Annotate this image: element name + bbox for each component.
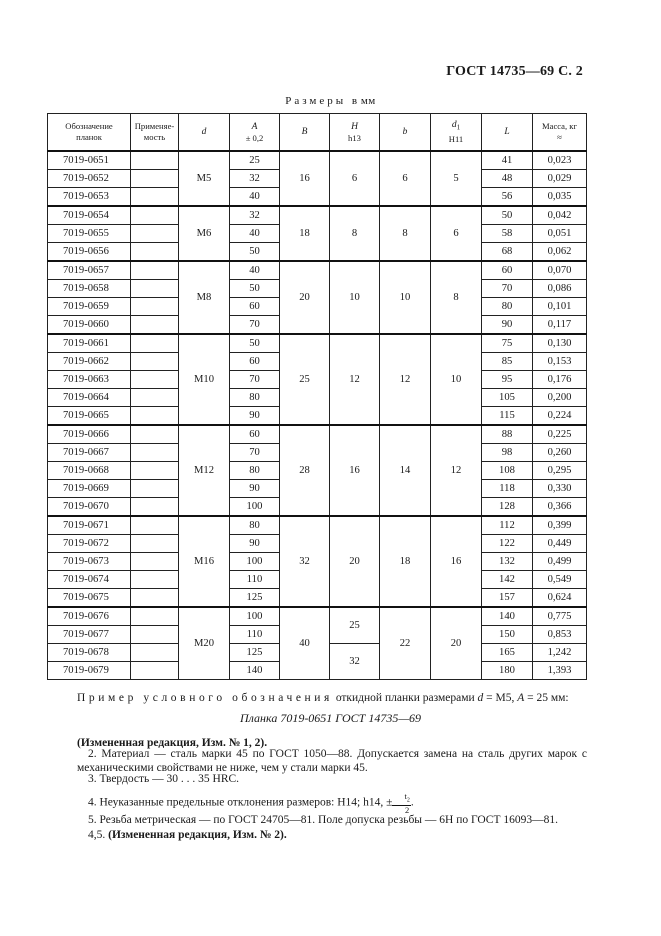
table-header-row (48, 114, 587, 152)
cell-application (131, 243, 179, 262)
cell-l: 41 (482, 151, 533, 170)
cell-application (131, 371, 179, 389)
cell-designation: 7019-0659 (48, 298, 131, 316)
cell-designation: 7019-0662 (48, 353, 131, 371)
cell-a: 80 (230, 516, 280, 535)
cell-d1: 8 (431, 261, 482, 334)
cell-designation: 7019-0664 (48, 389, 131, 407)
cell-a: 25 (230, 151, 280, 170)
cell-a: 125 (230, 644, 280, 662)
cell-mass: 0,624 (533, 589, 587, 608)
cell-l: 56 (482, 188, 533, 207)
cell-a: 100 (230, 553, 280, 571)
cell-b-cap: 20 (280, 261, 330, 334)
cell-mass: 0,549 (533, 571, 587, 589)
cell-b-cap: 18 (280, 206, 330, 261)
table-row (48, 261, 587, 280)
cell-designation: 7019-0677 (48, 626, 131, 644)
cell-mass: 0,042 (533, 206, 587, 225)
cell-l: 142 (482, 571, 533, 589)
cell-b: 10 (380, 261, 431, 334)
cell-designation: 7019-0678 (48, 644, 131, 662)
cell-mass: 0,101 (533, 298, 587, 316)
table-row (48, 516, 587, 535)
cell-application (131, 462, 179, 480)
cell-application (131, 626, 179, 644)
cell-designation: 7019-0653 (48, 188, 131, 207)
cell-a: 140 (230, 662, 280, 680)
cell-d: M5 (179, 151, 230, 206)
col-d: d (179, 114, 230, 152)
cell-designation: 7019-0655 (48, 225, 131, 243)
cell-b: 12 (380, 334, 431, 425)
cell-mass: 0,853 (533, 626, 587, 644)
cell-application (131, 261, 179, 280)
cell-application (131, 170, 179, 188)
table-row (48, 334, 587, 353)
col-b-cap: B (280, 114, 330, 152)
cell-l: 115 (482, 407, 533, 426)
cell-designation: 7019-0658 (48, 280, 131, 298)
cell-a: 70 (230, 444, 280, 462)
cell-d1: 16 (431, 516, 482, 607)
note-hardness: 3. Твердость — 30 . . . 35 HRC. (88, 773, 240, 785)
example-line: Пример условного обозначения откидной планки размерами d = M5, A = 25 мм: (77, 692, 569, 704)
cell-mass: 0,366 (533, 498, 587, 517)
cell-application (131, 516, 179, 535)
cell-designation: 7019-0657 (48, 261, 131, 280)
cell-h: 25 (330, 607, 380, 644)
cell-l: 75 (482, 334, 533, 353)
table-caption: Размеры в мм (285, 95, 376, 107)
cell-designation: 7019-0663 (48, 371, 131, 389)
col-l: L (482, 114, 533, 152)
cell-l: 60 (482, 261, 533, 280)
cell-mass: 1,393 (533, 662, 587, 680)
revision-note-2: 4,5. (Измененная редакция, Изм. № 2). (88, 829, 287, 841)
cell-mass: 0,029 (533, 170, 587, 188)
cell-l: 118 (482, 480, 533, 498)
cell-a: 32 (230, 206, 280, 225)
cell-b-cap: 16 (280, 151, 330, 206)
cell-l: 68 (482, 243, 533, 262)
cell-b: 22 (380, 607, 431, 680)
cell-application (131, 334, 179, 353)
cell-mass: 0,295 (533, 462, 587, 480)
cell-a: 125 (230, 589, 280, 608)
cell-application (131, 206, 179, 225)
cell-a: 80 (230, 389, 280, 407)
cell-mass: 0,176 (533, 371, 587, 389)
cell-application (131, 553, 179, 571)
cell-l: 157 (482, 589, 533, 608)
cell-h: 12 (330, 334, 380, 425)
cell-d1: 12 (431, 425, 482, 516)
cell-mass: 0,153 (533, 353, 587, 371)
cell-d: M12 (179, 425, 230, 516)
cell-a: 50 (230, 243, 280, 262)
cell-application (131, 571, 179, 589)
cell-mass: 0,499 (533, 553, 587, 571)
cell-designation: 7019-0669 (48, 480, 131, 498)
cell-designation: 7019-0651 (48, 151, 131, 170)
cell-h: 10 (330, 261, 380, 334)
cell-b: 8 (380, 206, 431, 261)
cell-a: 70 (230, 316, 280, 335)
cell-a: 90 (230, 535, 280, 553)
cell-b-cap: 40 (280, 607, 330, 680)
cell-l: 58 (482, 225, 533, 243)
cell-a: 60 (230, 353, 280, 371)
cell-h: 20 (330, 516, 380, 607)
cell-b-cap: 28 (280, 425, 330, 516)
cell-l: 165 (482, 644, 533, 662)
cell-h: 6 (330, 151, 380, 206)
cell-mass: 0,086 (533, 280, 587, 298)
cell-mass: 0,330 (533, 480, 587, 498)
cell-l: 132 (482, 553, 533, 571)
cell-a: 90 (230, 480, 280, 498)
cell-b-cap: 32 (280, 516, 330, 607)
cell-l: 50 (482, 206, 533, 225)
cell-a: 70 (230, 371, 280, 389)
cell-a: 60 (230, 298, 280, 316)
cell-l: 112 (482, 516, 533, 535)
cell-d: M16 (179, 516, 230, 607)
cell-application (131, 298, 179, 316)
example-designation: Планка 7019-0651 ГОСТ 14735—69 (240, 711, 421, 725)
note-material: 2. Материал — сталь марки 45 по ГОСТ 1050—88. Допускается замена на сталь других марок с механическими свойствами не ниже, чем у стали марки 45. (77, 748, 587, 774)
cell-mass: 0,224 (533, 407, 587, 426)
cell-a: 32 (230, 170, 280, 188)
cell-designation: 7019-0668 (48, 462, 131, 480)
cell-l: 128 (482, 498, 533, 517)
col-b: b (380, 114, 431, 152)
cell-mass: 0,399 (533, 516, 587, 535)
fraction: $\frac{t_2}{2}$ (392, 792, 410, 814)
cell-application (131, 644, 179, 662)
cell-designation: 7019-0665 (48, 407, 131, 426)
cell-a: 50 (230, 334, 280, 353)
note-tolerances: 4. Неуказанные предельные отклонения размеров: H14; h14, ± $\frac{t_2}{2}$ . (88, 791, 414, 815)
cell-mass: 0,051 (533, 225, 587, 243)
cell-l: 150 (482, 626, 533, 644)
col-d1: $d_1$ H11 (431, 114, 482, 152)
cell-b: 18 (380, 516, 431, 607)
cell-d: M8 (179, 261, 230, 334)
col-mass: Масса, кг ≈ (533, 114, 587, 152)
cell-l: 108 (482, 462, 533, 480)
cell-l: 140 (482, 607, 533, 626)
cell-mass: 1,242 (533, 644, 587, 662)
cell-l: 48 (482, 170, 533, 188)
cell-a: 110 (230, 626, 280, 644)
cell-a: 40 (230, 225, 280, 243)
cell-designation: 7019-0666 (48, 425, 131, 444)
cell-h: 32 (330, 644, 380, 680)
cell-d1: 10 (431, 334, 482, 425)
cell-d: M6 (179, 206, 230, 261)
table-row (48, 206, 587, 225)
cell-designation: 7019-0674 (48, 571, 131, 589)
cell-designation: 7019-0672 (48, 535, 131, 553)
cell-application (131, 389, 179, 407)
cell-application (131, 151, 179, 170)
cell-application (131, 444, 179, 462)
cell-d1: 5 (431, 151, 482, 206)
cell-d: M20 (179, 607, 230, 680)
cell-mass: 0,023 (533, 151, 587, 170)
cell-b-cap: 25 (280, 334, 330, 425)
cell-mass: 0,035 (533, 188, 587, 207)
cell-a: 100 (230, 498, 280, 517)
cell-designation: 7019-0667 (48, 444, 131, 462)
cell-application (131, 662, 179, 680)
col-application: Применяе- мость (131, 114, 179, 152)
cell-d1: 6 (431, 206, 482, 261)
col-a: A ± 0,2 (230, 114, 280, 152)
cell-d: M10 (179, 334, 230, 425)
col-h: H h13 (330, 114, 380, 152)
cell-d1: 20 (431, 607, 482, 680)
cell-designation: 7019-0675 (48, 589, 131, 608)
cell-designation: 7019-0661 (48, 334, 131, 353)
cell-designation: 7019-0671 (48, 516, 131, 535)
cell-mass: 0,062 (533, 243, 587, 262)
cell-a: 110 (230, 571, 280, 589)
cell-application (131, 425, 179, 444)
table-row (48, 607, 587, 626)
cell-l: 98 (482, 444, 533, 462)
cell-l: 180 (482, 662, 533, 680)
dimensions-table (47, 113, 587, 680)
cell-l: 70 (482, 280, 533, 298)
cell-application (131, 607, 179, 626)
cell-application (131, 535, 179, 553)
cell-application (131, 480, 179, 498)
cell-application (131, 353, 179, 371)
cell-designation: 7019-0676 (48, 607, 131, 626)
cell-designation: 7019-0660 (48, 316, 131, 335)
cell-designation: 7019-0652 (48, 170, 131, 188)
cell-a: 40 (230, 188, 280, 207)
table-row (48, 151, 587, 170)
cell-a: 60 (230, 425, 280, 444)
cell-l: 105 (482, 389, 533, 407)
cell-application (131, 188, 179, 207)
cell-l: 90 (482, 316, 533, 335)
cell-a: 40 (230, 261, 280, 280)
cell-a: 100 (230, 607, 280, 626)
cell-a: 50 (230, 280, 280, 298)
cell-a: 90 (230, 407, 280, 426)
cell-h: 16 (330, 425, 380, 516)
cell-application (131, 316, 179, 335)
cell-l: 95 (482, 371, 533, 389)
cell-mass: 0,225 (533, 425, 587, 444)
cell-b: 6 (380, 151, 431, 206)
cell-b: 14 (380, 425, 431, 516)
note-thread: 5. Резьба метрическая — по ГОСТ 24705—81. Поле допуска резьбы — 6H по ГОСТ 16093—81. (88, 814, 558, 826)
cell-application (131, 498, 179, 517)
cell-application (131, 407, 179, 426)
col-designation: Обозначение планок (48, 114, 131, 152)
cell-designation: 7019-0670 (48, 498, 131, 517)
cell-l: 80 (482, 298, 533, 316)
cell-l: 122 (482, 535, 533, 553)
cell-mass: 0,775 (533, 607, 587, 626)
cell-designation: 7019-0654 (48, 206, 131, 225)
cell-mass: 0,260 (533, 444, 587, 462)
revision-note-1: (Измененная редакция, Изм. № 1, 2). (77, 737, 268, 749)
page-header: ГОСТ 14735—69 С. 2 (446, 64, 583, 79)
table-row (48, 425, 587, 444)
cell-designation: 7019-0673 (48, 553, 131, 571)
cell-designation: 7019-0656 (48, 243, 131, 262)
cell-mass: 0,070 (533, 261, 587, 280)
cell-h: 8 (330, 206, 380, 261)
cell-designation: 7019-0679 (48, 662, 131, 680)
cell-l: 88 (482, 425, 533, 444)
cell-application (131, 280, 179, 298)
cell-mass: 0,449 (533, 535, 587, 553)
cell-a: 80 (230, 462, 280, 480)
cell-application (131, 589, 179, 608)
cell-mass: 0,117 (533, 316, 587, 335)
cell-l: 85 (482, 353, 533, 371)
cell-application (131, 225, 179, 243)
cell-mass: 0,130 (533, 334, 587, 353)
cell-mass: 0,200 (533, 389, 587, 407)
